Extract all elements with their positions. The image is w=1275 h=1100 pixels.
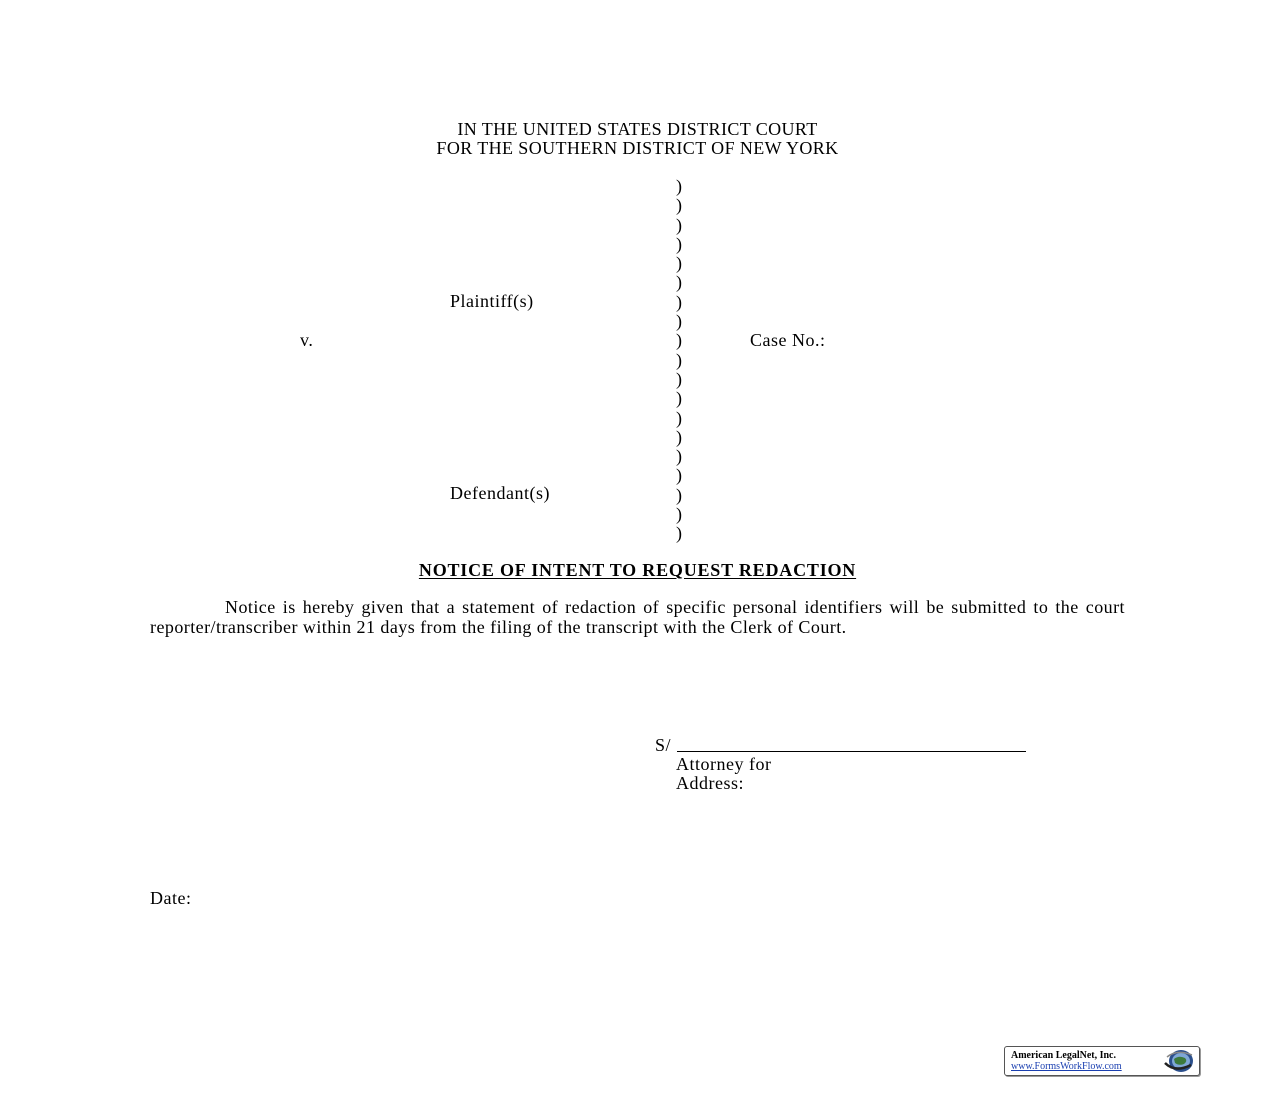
caption-parenthesis: ) (676, 504, 682, 525)
address-label: Address: (676, 773, 744, 793)
signature-prefix: S/ (655, 735, 672, 755)
caption-parenthesis: ) (676, 349, 682, 370)
caption-parenthesis: ) (676, 426, 682, 447)
signature-line (677, 751, 1026, 752)
caption-parenthesis: ) (676, 272, 682, 293)
caption-parenthesis: ) (676, 368, 682, 389)
caption-parenthesis: ) (676, 195, 682, 216)
caption-parenthesis: ) (676, 233, 682, 254)
caption-parenthesis: ) (676, 484, 682, 505)
caption-parenthesis: ) (676, 311, 682, 332)
caption-parenthesis: ) (676, 407, 682, 428)
logo-url-link[interactable]: www.FormsWorkFlow.com (1011, 1061, 1122, 1072)
caption-parenthesis: ) (676, 446, 682, 467)
caption-parenthesis: ) (676, 253, 682, 274)
attorney-for-label: Attorney for (676, 754, 772, 774)
document-title (0, 560, 1275, 581)
caption-parenthesis: ) (676, 214, 682, 235)
versus-label: v. (300, 330, 314, 350)
caption-parenthesis-column (676, 177, 682, 544)
globe-icon (1161, 1049, 1195, 1073)
case-number-label: Case No.: (750, 330, 826, 350)
date-label: Date: (150, 888, 192, 908)
caption-parenthesis: ) (676, 523, 682, 544)
plaintiff-label: Plaintiff(s) (450, 291, 534, 311)
court-district-line: FOR THE SOUTHERN DISTRICT OF NEW YORK (436, 138, 839, 158)
document-title-text: NOTICE OF INTENT TO REQUEST REDACTION (418, 560, 857, 580)
caption-parenthesis: ) (676, 176, 682, 196)
defendant-label: Defendant(s) (450, 483, 550, 503)
caption-parenthesis: ) (676, 465, 682, 486)
notice-body: Notice is hereby given that a statement of redaction of specific personal identifiers will be submitted to the court reporter/transcriber within 21 days from the filing of the transcript with the Clerk of Court. (150, 597, 1125, 637)
caption-parenthesis: ) (676, 330, 682, 351)
logo-company-name: American LegalNet, Inc. (1011, 1050, 1116, 1061)
caption-parenthesis: ) (676, 291, 682, 312)
caption-parenthesis: ) (676, 388, 682, 409)
court-name-line: IN THE UNITED STATES DISTRICT COURT (457, 119, 818, 139)
legalnet-logo[interactable] (1004, 1046, 1200, 1076)
